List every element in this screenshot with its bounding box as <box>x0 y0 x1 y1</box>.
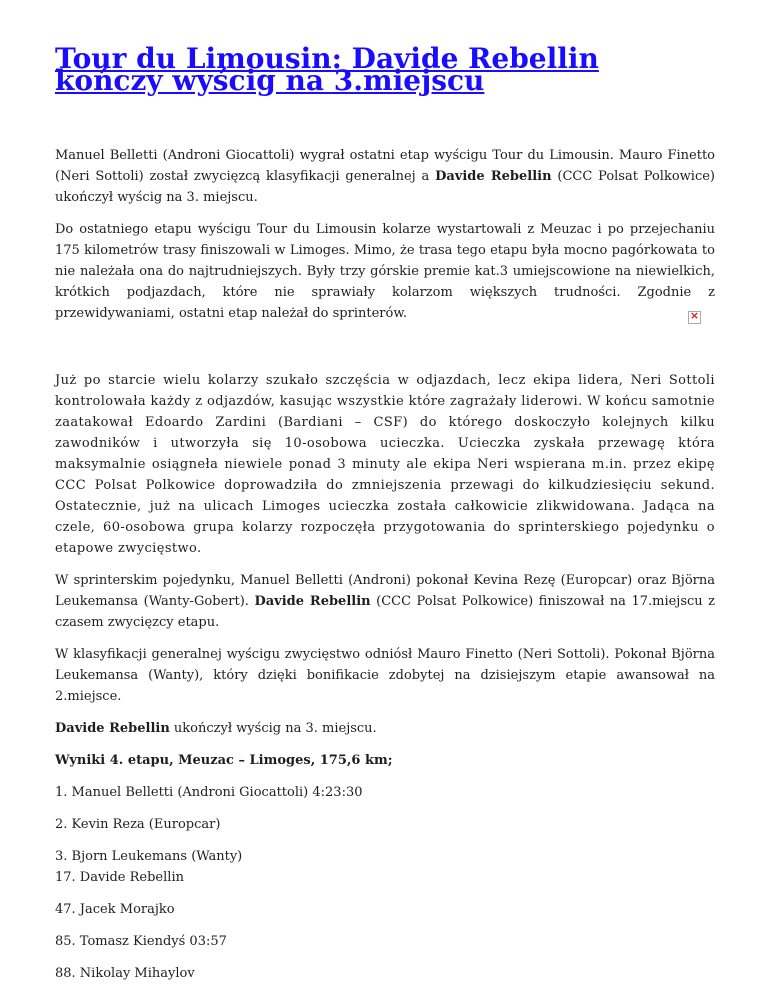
result-line: 88. Nikolay Mihaylov <box>55 966 195 981</box>
results-heading-text: Wyniki 4. etapu, Meuzac – Limoges, 175,6 km; <box>55 753 393 768</box>
intro-text-1: Manuel Belletti (Androni Giocattoli) wygrał ostatni etap wyścigu Tour du Limousin. Mauro Finetto (Neri Sottoli) został zwycięzcą klasyfikacji generalnej a <box>55 148 715 184</box>
results-heading <box>55 750 715 771</box>
intro-bold-name: Davide Rebellin <box>435 169 552 184</box>
paragraph-sprint <box>55 570 715 633</box>
intro-text-2: (CCC Polsat Polkowice) ukończył wyścig na 3. miejscu. <box>55 169 716 205</box>
rebellin-bold-name: Davide Rebellin <box>55 721 170 736</box>
paragraph-general-classification: W klasyfikacji generalnej wyścigu zwycięstwo odniósł Mauro Finetto (Neri Sottoli). Pokonał Björna Leukemansa (Wanty), który dzięki bonifikacie zdobytej na dzisiejszym etapie awansował na 2.miejsce. <box>55 647 715 704</box>
article-title <box>55 42 715 97</box>
sprint-text-2: (CCC Polsat Polkowice) finiszował na 17.miejscu z czasem zwycięzcy etapu. <box>55 594 716 630</box>
sprint-bold-name: Davide Rebellin <box>254 594 371 609</box>
broken-image-icon <box>688 311 701 324</box>
paragraph-race-course: Już po starcie wielu kolarzy szukało szczęścia w odjazdach, lecz ekipa lidera, Neri Sottoli kontrolowała każdy z odjazdów, kasując wszystkie które zagrażały liderowi. W końcu samotnie zaatakował Edoardo Zardini (Bardiani – CSF) do którego doskoczyło kolejnych kilku zawodników i utworzyła się 10-osobowa ucieczka. Ucieczka zyskała przewagę która maksymalnie osiągneła niewiele ponad 3 minuty ale ekipa Neri wspierana m.in. przez ekipę CCC Polsat Polkowice doprowadziła do zmniejszenia przewagi do kilkudziesięciu sekund. Ostatecznie, już na ulicach Limoges ucieczka została całkowicie zlikwidowana. Jadąca na czele, 60-osobowa grupa kolarzy rozpoczęła przygotowania do sprinterskiego pojedynku o etapowe zwycięstwo. <box>55 373 715 556</box>
result-line: 2. Kevin Reza (Europcar) <box>55 817 221 832</box>
result-line: 85. Tomasz Kiendyś 03:57 <box>55 934 227 949</box>
paragraph-rebellin-result <box>55 718 715 739</box>
intro-paragraph <box>55 145 715 208</box>
article-title-link[interactable]: Tour du Limousin: Davide Rebellin kończy wyścig na 3.miejscu <box>55 42 599 97</box>
broken-image-glyph: × <box>689 309 700 322</box>
result-line: 1. Manuel Belletti (Androni Giocattoli) 4:23:30 <box>55 785 363 800</box>
rebellin-result-text: ukończył wyścig na 3. miejscu. <box>169 721 377 736</box>
paragraph-stage-route: Do ostatniego etapu wyścigu Tour du Limousin kolarze wystartowali z Meuzac i po przejechaniu 175 kilometrów trasy finiszowali w Limoges. Mimo, że trasa tego etapu była mocno pagórkowata to nie należała ona do najtrudniejszych. Były trzy górskie premie kat.3 umiejscowione na niewielkich, krótkich podjazdach, które nie sprawiały kolarzom większych trudności. Zgodnie z przewidywaniami, ostatni etap należał do sprinterów. <box>55 222 715 321</box>
sprint-text-1: W sprinterskim pojedynku, Manuel Belletti (Androni) pokonał Kevina Rezę (Europcar) oraz Björna Leukemansa (Wanty-Gobert). <box>55 573 715 609</box>
result-line: 3. Bjorn Leukemans (Wanty) <box>55 849 243 864</box>
result-line: 47. Jacek Morajko <box>55 902 175 917</box>
result-line: 17. Davide Rebellin <box>55 870 184 885</box>
article <box>55 42 716 984</box>
